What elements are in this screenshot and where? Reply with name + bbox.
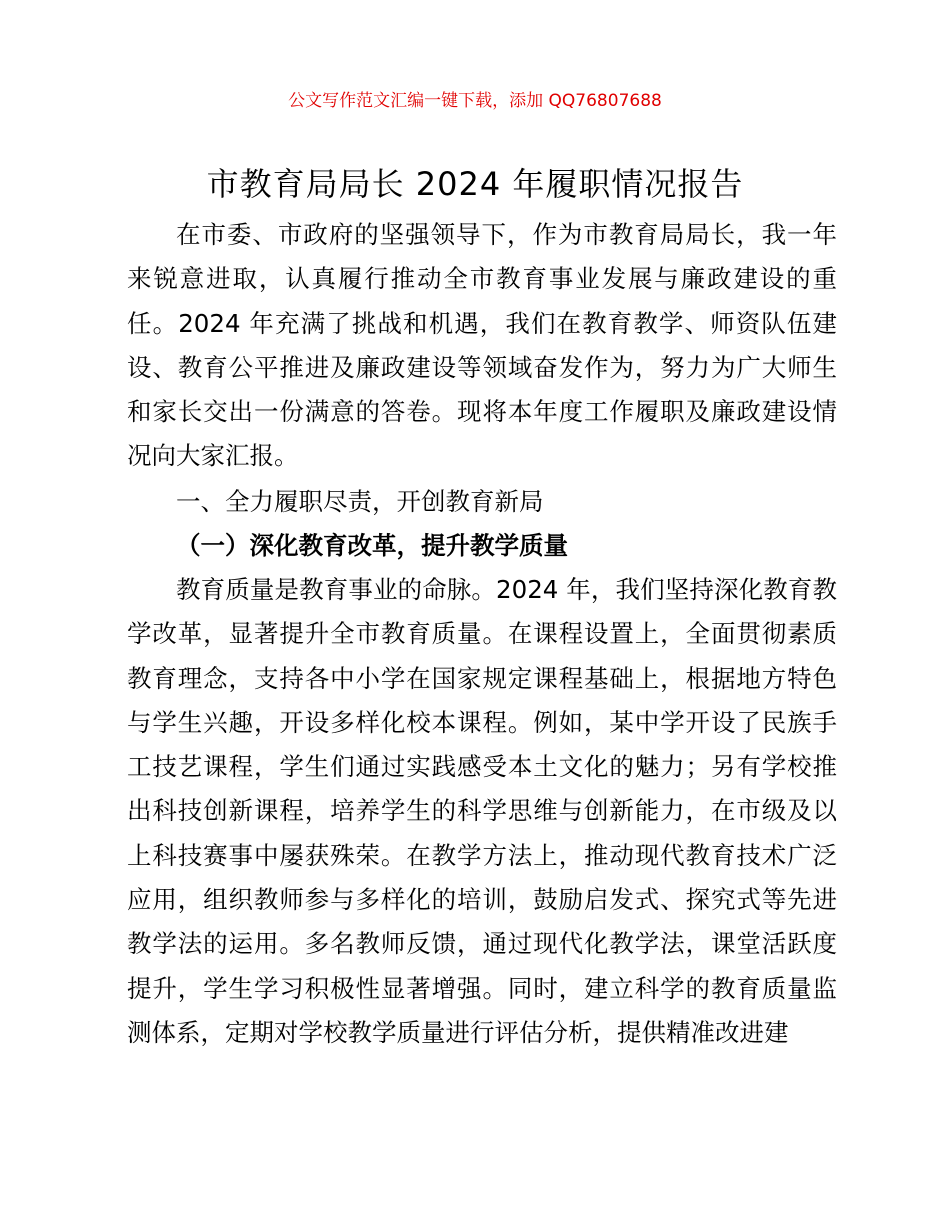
subsection-1-paragraph: 教育质量是教育事业的命脉。2024 年，我们坚持深化教育教学改革，显著提升全市教育质量。在课程设置上，全面贯彻素质教育理念，支持各中小学在国家规定课程基础上，根据地方特色与学生兴趣，开设多样化校本课程。例如，某中学开设了民族手工技艺课程，学生们通过实践感受本土文化的魅力；另有学校推出科技创新课程，培养学生的科学思维与创新能力，在市级及以上科技赛事中屡获殊荣。在教学方法上，推动现代教育技术广泛应用，组织教师参与多样化的培训，鼓励启发式、探究式等先进教学法的运用。多名教师反馈，通过现代化教学法，课堂活跃度提升，学生学习积极性显著增强。同时，建立科学的教育质量监测体系，定期对学校教学质量进行评估分析，提供精准改进建 [127, 575, 837, 1047]
section-heading-1: 一、全力履职尽责，开创教育新局 [176, 487, 544, 516]
page-title: 市教育局局长 2024 年履职情况报告 [206, 165, 744, 203]
download-promo-note: 公文写作范文汇编一键下载，添加 QQ76807688 [288, 91, 662, 111]
intro-paragraph: 在市委、市政府的坚强领导下，作为市教育局局长，我一年来锐意进取，认真履行推动全市教育事业发展与廉政建设的重任。2024 年充满了挑战和机遇，我们在教育教学、师资队伍建设、教育公平推进及廉政建设等领域奋发作为，努力为广大师生和家长交出一份满意的答卷。现将本年度工作履职及廉政建设情况向大家汇报。 [127, 220, 837, 471]
subsection-heading-1: （一）深化教育改革，提升教学质量 [176, 531, 568, 560]
